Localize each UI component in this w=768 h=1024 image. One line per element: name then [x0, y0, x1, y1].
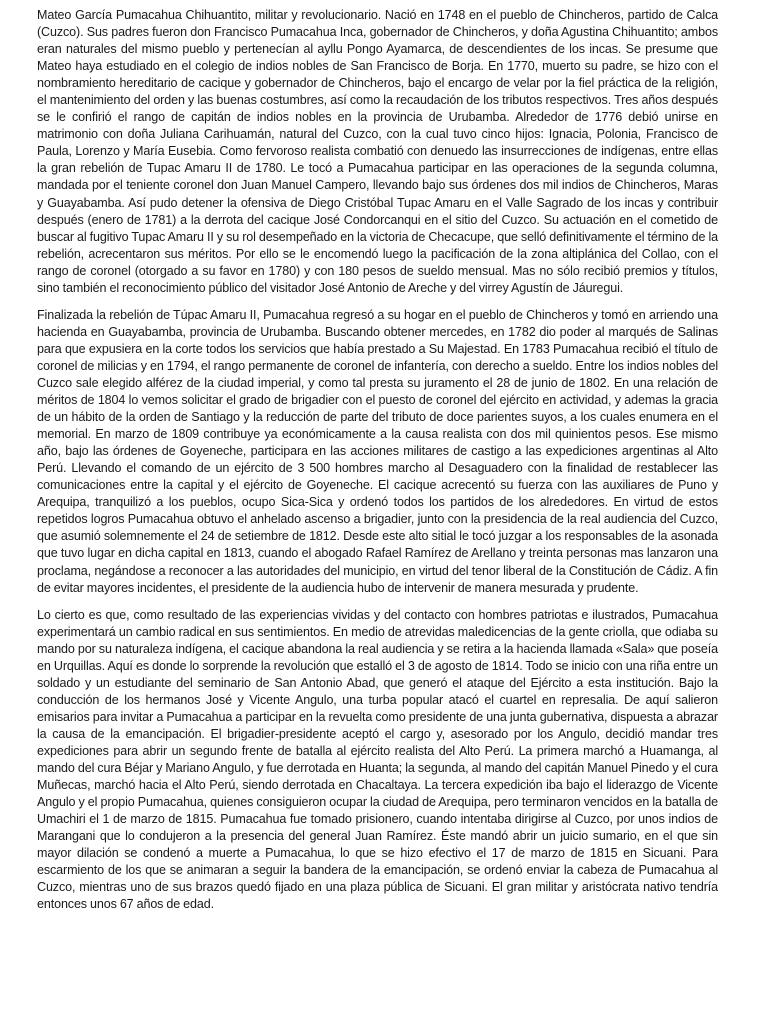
paragraph-early-life: Mateo García Pumacahua Chihuantito, militar y revolucionario. Nació en 1748 en el pueblo de Chincheros, partido de Calca (Cuzco). Sus padres fueron don Francisco Pumacahua Inca, gobernador de Chincheros, y doña Agustina Chihuantito; ambos eran naturales del mismo pueblo y pertenecían al ayllu Pongo Ayamarca, de descendientes de los incas. Se presume que Mateo haya estudiado en el colegio de indios nobles de San Francisco de Borja. En 1770, muerto su padre, se hizo con el nombramiento hereditario de cacique y gobernador de Chincheros, bajo el encargo de velar por la fiel práctica de la religión, el mantenimiento del orden y las buenas costumbres, así como la recaudación de los tributos respectivos. Tres años después se le confirió el rango de capitán de indios nobles en la provincia de Urubamba. Alrededor de 1776 debió unirse en matrimonio con doña Juliana Carihuamán, natural del Cuzco, con la cual tuvo cinco hijos: Ignacia, Polonia, Francisco de Paula, Lorenzo y María Eusebia. Como fervoroso realista combatió con denuedo las insurrecciones de indígenas, entre ellas la gran rebelión de Tupac Amaru II de 1780. Le tocó a Pumacahua participar en las operaciones de la segunda columna, mandada por el teniente coronel don Juan Manuel Campero, llevando bajo sus órdenes dos mil indios de Chincheros, Maras y Guayabamba. Así pudo detener la ofensiva de Diego Cristóbal Tupac Amaru en el Valle Sagrado de los incas y contribuir después (enero de 1781) a la derrota del cacique José Condorcanqui en el sitio del Cuzco. Su actuación en el cometido de buscar al fugitivo Tupac Amaru II y su rol desempeñado en la victoria de Checacupe, que selló definitivamente el término de la rebelión, acrecentaron sus méritos. Por ello se le encomendó luego la pacificación de la zona altiplánica del Collao, con el rango de coronel (otorgado a su favor en 1780) y con 180 pesos de sueldo mensual. Mas no sólo recibió premios y títulos, sino también el reconocimiento público del visitador José Antonio de Areche y del virrey Agustín de Jáuregui.: [37, 8, 718, 295]
paragraph-royalist-career: Finalizada la rebelión de Túpac Amaru II, Pumacahua regresó a su hogar en el pueblo de Chincheros y tomó en arriendo una hacienda en Guayabamba, provincia de Urubamba. Buscando obtener mercedes, en 1782 dio poder al marqués de Salinas para que expusiera en la corte todos los servicios que había prestado a Su Majestad. En 1783 Pumacahua recibió el título de coronel de milicias y en 1794, el rango permanente de coronel de infantería, con derecho a sueldo. Entre los indios nobles del Cuzco sale elegido alférez de la ciudad imperial, y como tal presta su juramento el 28 de junio de 1802. En una relación de méritos de 1804 lo vemos solicitar el grado de brigadier con el puesto de coronel del ejército en actividad, y ademas la gracia de un hábito de la orden de Santiago y la reducción de parte del tributo de doce parientes suyos, a los cuales enumera en el memorial. En marzo de 1809 contribuye ya económicamente a la causa realista con dos mil quinientos pesos. Ese mismo año, bajo las órdenes de Goyeneche, participara en las acciones militares de castigo a las expediciones argentinas al Alto Perú. Llevando el comando de un ejército de 3 500 hombres marcho al Desaguadero con la finalidad de restablecer las comunicaciones entre la capital y el ejército de Goyeneche. El cacique acrecentó su fuerza con las auxiliares de Puno y Arequipa, tranquilizó a los pueblos, ocupo Sica-Sica y ordenó todos los partidos de los alrededores. En virtud de estos repetidos logros Pumacahua obtuvo el anhelado ascenso a brigadier, junto con la presidencia de la real audiencia del Cuzco, que asumió solemnemente el 24 de setiembre de 1812. Desde este alto sitial le tocó juzgar a los responsables de la asonada que tuvo lugar en dicha capital en 1813, cuando el abogado Rafael Ramírez de Arellano y treinta personas mas lanzaron una proclama, negándose a reconocer a las autoridades del municipio, en virtud del tenor liberal de la Constitución de Cádiz. A fin de evitar mayores incidentes, el presidente de la audiencia hubo de intervenir de manera mesurada y prudente.: [37, 307, 718, 595]
paragraph-revolution: Lo cierto es que, como resultado de las experiencias vividas y del contacto con hombres patriotas e ilustrados, Pumacahua experimentará un cambio radical en sus sentimientos. En medio de atrevidas maledicencias de la gente criolla, que odiaba su mando por su naturaleza indígena, el cacique abandona la real audiencia y se retira a la hacienda llamada «Sala» que poseía en Urquillas. Aquí es donde lo sorprende la revolución que estalló el 3 de agosto de 1814. Todo se inicio con una riña entre un soldado y un estudiante del seminario de San Antonio Abad, que generó el ataque del Ejército a esta institución. Bajo la conducción de los hermanos José y Vicente Angulo, una turba popular atacó el cuartel en represalia. De aquí salieron emisarios para invitar a Pumacahua a participar en la revuelta como presidente de una junta gubernativa, dispuesta a abrazar la causa de la emancipación. El brigadier-presidente aceptó el cargo y, asesorado por los Angulo, decidió mandar tres expediciones para abrir un segundo frente de batalla al ejército realista del Alto Perú. La primera marchó a Huamanga, al mando del cura Béjar y Mariano Angulo, y fue derrotada en Huanta; la segunda, al mando del capitán Manuel Pinedo y el cura Muñecas, marchó hacia el Alto Perú, siendo derrotada en Chacaltaya. La tercera expedición iba bajo el liderazgo de Vicente Angulo y el propio Pumacahua, quienes consiguieron ocupar la ciudad de Arequipa, pero terminaron vencidos en la batalla de Umachiri el 1 de marzo de 1815. Pumacahua fue tomado prisionero, cuando intentaba dirigirse al Cuzco, por unos indios de Marangani que lo condujeron a la presencia del general Juan Ramírez. Éste mandó abrir un juicio sumario, en el que sin mayor dilación se condenó a muerte a Pumacahua, lo que se hizo efectivo el 17 de marzo de 1815 en Sicuani. Para escarmiento de los que se animaran a seguir la bandera de la emancipación, se ordenó enviar la cabeza de Pumacahua al Cuzco, mientras uno de sus brazos quedó fijado en una plaza pública de Sicuani. El gran militar y aristócrata nativo tendría entonces unos 67 años de edad.: [37, 607, 718, 912]
document-body: [37, 7, 718, 913]
